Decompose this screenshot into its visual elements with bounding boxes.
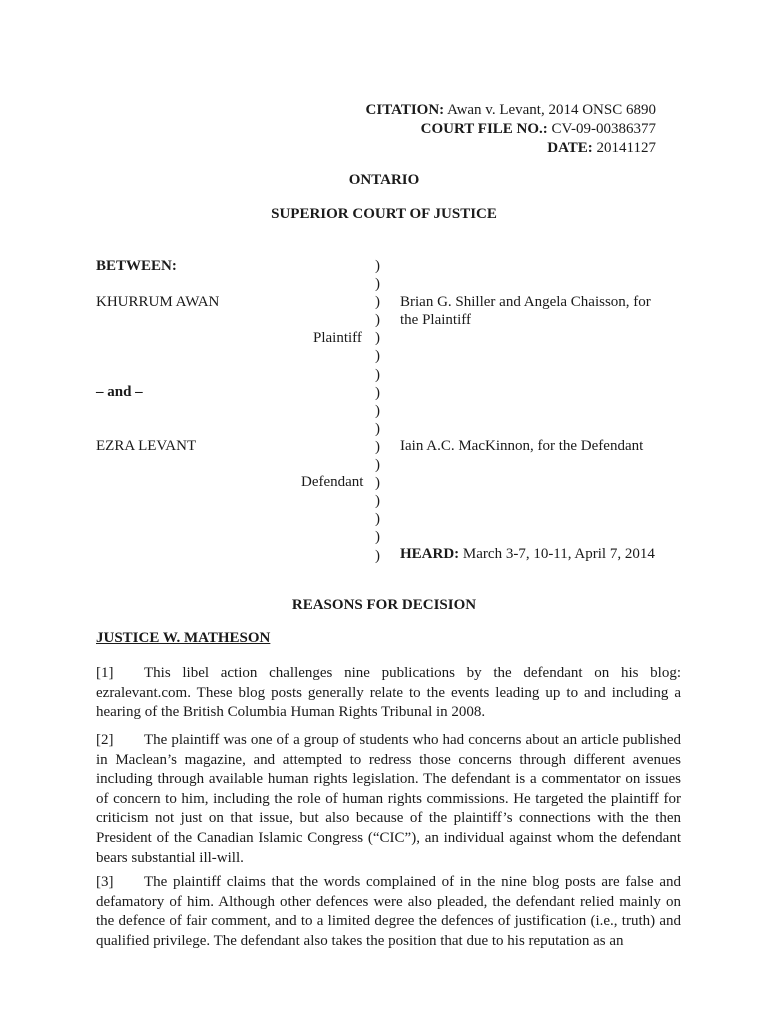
bracket-mark: ) <box>375 384 380 401</box>
court-file-label: COURT FILE NO.: <box>420 121 548 137</box>
and-label: – and – <box>96 384 143 400</box>
paragraph-number: [3] <box>96 874 114 890</box>
bracket-mark: ) <box>375 330 380 347</box>
paragraph-3 <box>96 873 681 951</box>
between-label: BETWEEN: <box>96 258 177 274</box>
bracket-mark: ) <box>375 493 380 510</box>
defendant-role: Defendant <box>301 474 364 490</box>
bracket-mark: ) <box>375 366 380 383</box>
court-heading: SUPERIOR COURT OF JUSTICE <box>271 206 497 222</box>
citation-value: Awan v. Levant, 2014 ONSC 6890 <box>447 102 656 118</box>
defendant-counsel: Iain A.C. MacKinnon, for the Defendant <box>400 438 644 454</box>
bracket-mark: ) <box>375 348 380 365</box>
bracket-mark: ) <box>375 402 380 419</box>
bracket-mark: ) <box>375 529 380 546</box>
court-file-value: CV-09-00386377 <box>551 121 656 137</box>
date-value: 20141127 <box>596 140 656 156</box>
bracket-mark: ) <box>375 294 380 311</box>
date-label: DATE: <box>547 140 593 156</box>
bracket-mark: ) <box>375 438 380 455</box>
bracket-mark: ) <box>375 276 380 293</box>
citation-block <box>366 101 656 158</box>
bracket-mark: ) <box>375 457 380 474</box>
bracket-mark: ) <box>375 312 380 329</box>
heard-line <box>400 545 655 564</box>
plaintiff-counsel-line1: Brian G. Shiller and Angela Chaisson, for <box>400 294 651 310</box>
reasons-title: REASONS FOR DECISION <box>291 597 477 613</box>
date-line <box>366 139 656 158</box>
paragraph-number: [1] <box>96 665 114 681</box>
paragraph-text: The plaintiff claims that the words complained of in the nine blog posts are false and defamatory of him. Although other defences were also pleaded, the defendant relied mainly on the defence of fair comment, and to a limited degree the defences of justification (i.e., truth) and qualified privilege. The defendant also takes the position that due to his reputation as an <box>96 874 681 949</box>
paragraph-text: This libel action challenges nine publications by the defendant on his blog: ezralevant.com. These blog posts generally relate to the events leading up to and including a hearing of the British Columbia Human Rights Tribunal in 2008. <box>96 665 681 721</box>
defendant-name: EZRA LEVANT <box>96 438 197 454</box>
heard-value: March 3-7, 10-11, April 7, 2014 <box>462 546 655 562</box>
paragraph-text: The plaintiff was one of a group of students who had concerns about an article published in Maclean’s magazine, and attempted to redress those concerns through different avenues including through available human rights legislation. The defendant is a commentator on issues of concern to him, including the role of human rights commissions. He targeted the plaintiff for criticism not just on that issue, but also because of the plaintiff’s connections with the then President of the Canadian Islamic Congress (“CIC”), an individual against whom the defendant bears substantial ill-will. <box>96 732 681 866</box>
heard-label: HEARD: <box>400 546 460 562</box>
court-file-line <box>366 120 656 139</box>
plaintiff-name: KHURRUM AWAN <box>96 294 220 310</box>
paragraph-number: [2] <box>96 732 114 748</box>
plaintiff-counsel-line2: the Plaintiff <box>400 312 471 328</box>
citation-label: CITATION: <box>365 102 445 118</box>
paragraph-2 <box>96 731 681 868</box>
bracket-mark: ) <box>375 547 380 564</box>
justice-name: JUSTICE W. MATHESON <box>96 630 271 646</box>
bracket-column <box>375 257 380 565</box>
paragraph-1 <box>96 664 681 723</box>
bracket-mark: ) <box>375 258 380 274</box>
citation-line <box>366 101 656 120</box>
jurisdiction-heading: ONTARIO <box>348 172 420 188</box>
bracket-mark: ) <box>375 475 380 492</box>
plaintiff-role: Plaintiff <box>313 330 362 346</box>
bracket-mark: ) <box>375 420 380 437</box>
bracket-mark: ) <box>375 511 380 528</box>
